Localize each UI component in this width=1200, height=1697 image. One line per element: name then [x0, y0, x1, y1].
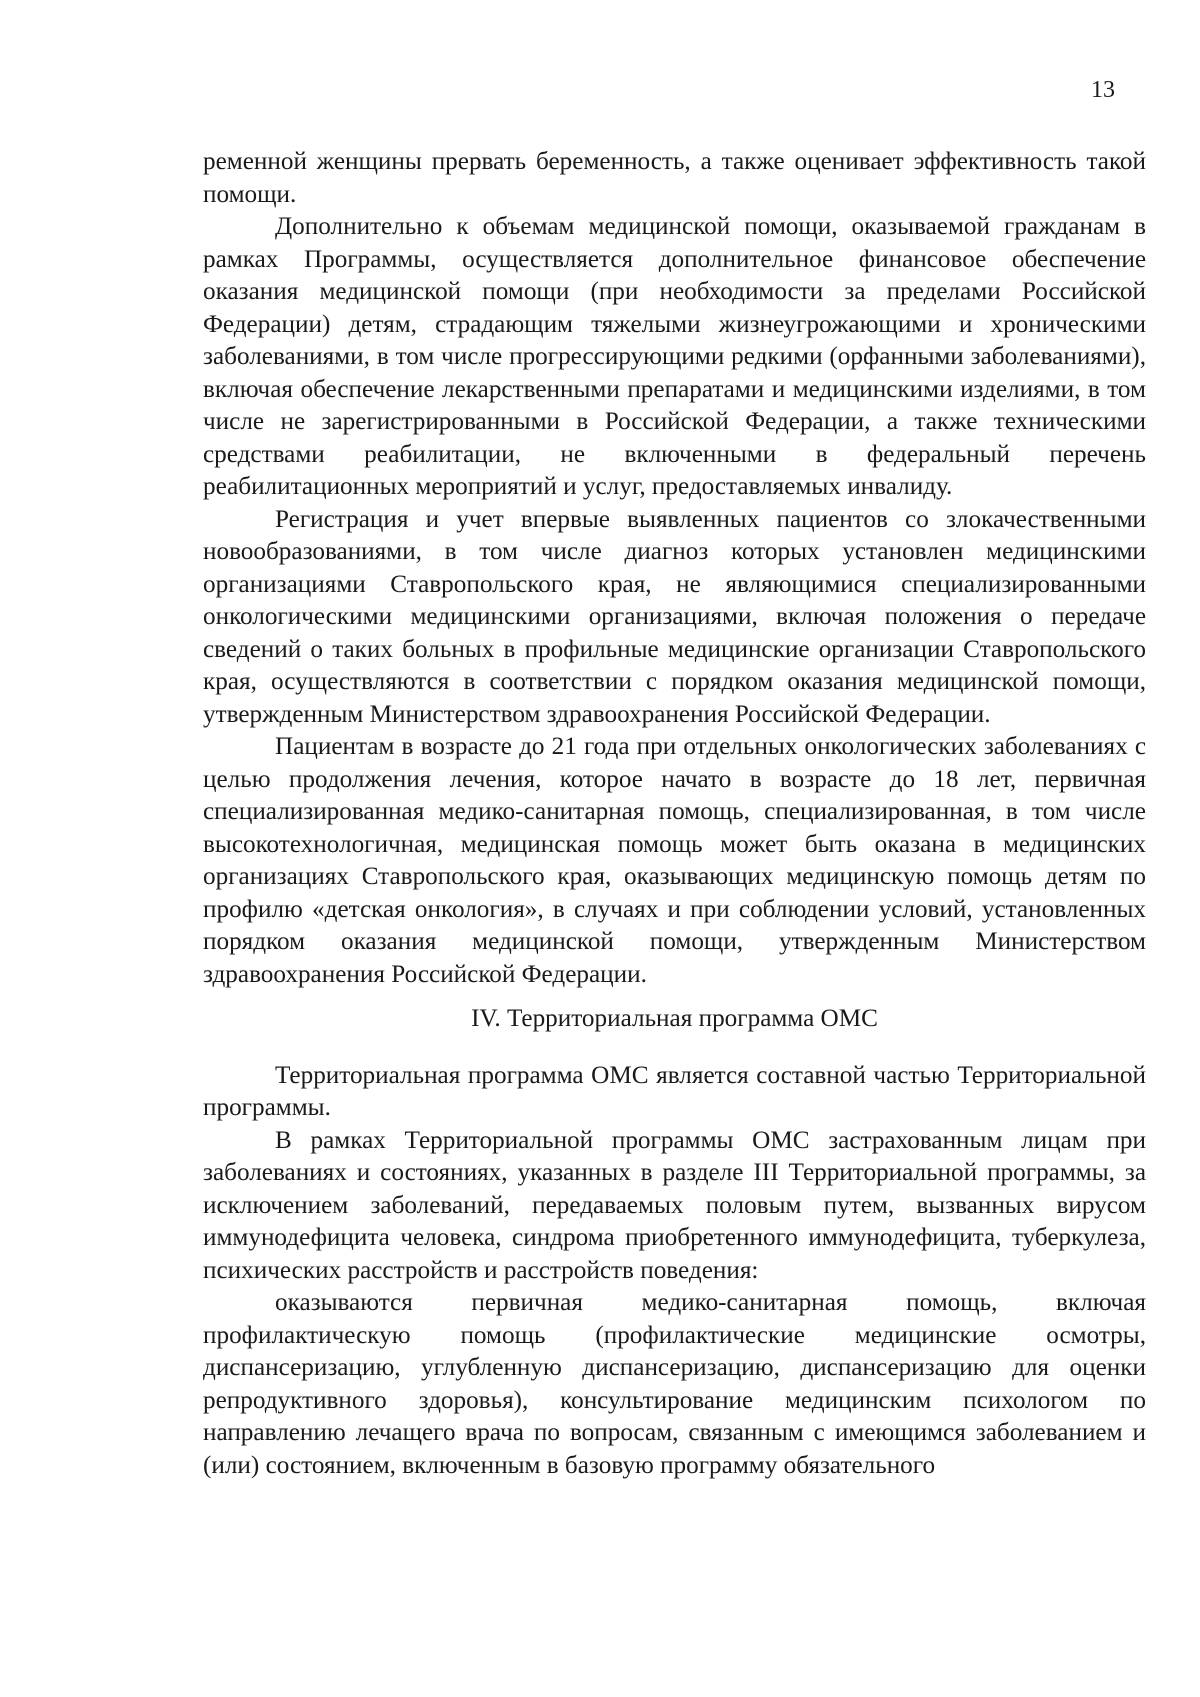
document-body	[203, 146, 1146, 1482]
section-heading: IV. Территориальная программа ОМС	[471, 1005, 878, 1032]
paragraph-primary-care: оказываются первичная медико-санитарная помощь, включая профилактическую помощь (профилактические медицинские осмотры, диспансеризацию, углубленную диспансеризацию, диспансеризацию для оценки репродуктивного здоровья), консультирование медицинским психологом по направлению лечащего врача по вопросам, связанным с имеющимся заболеванием и (или) состоянием, включенным в базовую программу обязательного	[203, 1289, 1146, 1479]
paragraph-additional-funding: Дополнительно к объемам медицинской помощи, оказываемой гражданам в рамках Программы, осуществляется дополнительное финансовое обеспечение оказания медицинской помощи (при необходимости за пределами Российской Федерации) детям, страдающим тяжелыми жизнеугрожающими и хроническими заболеваниями, в том числе прогрессирующими редкими (орфанными заболеваниями), включая обеспечение лекарственными препаратами и медицинскими изделиями, в том числе не зарегистрированными в Российской Федерации, а также техническими средствами реабилитации, не включенными в федеральный перечень реабилитационных мероприятий и услуг, предоставляемых инвалиду.	[203, 213, 1146, 500]
paragraph-oms-scope: В рамках Территориальной программы ОМС застрахованным лицам при заболеваниях и состояниях, указанных в разделе III Территориальной программы, за исключением заболеваний, передаваемых половым путем, вызванных вирусом иммунодефицита человека, синдрома приобретенного иммунодефицита, туберкулеза, психических расстройств и расстройств поведения:	[203, 1126, 1146, 1284]
paragraph-oms-part: Территориальная программа ОМС является составной частью Территориальной программы.	[203, 1061, 1146, 1121]
paragraph-continuation: ременной женщины прервать беременность, а также оценивает эффективность такой помощи.	[203, 148, 1146, 208]
paragraph-patients-under-21: Пациентам в возрасте до 21 года при отдельных онкологических заболеваниях с целью продолжения лечения, которое начато в возрасте до 18 лет, первичная специализированная медико-санитарная помощь, специализированная, в том числе высокотехнологичная, медицинская помощь может быть оказана в медицинских организациях Ставропольского края, оказывающих медицинскую помощь детям по профилю «детская онкология», в случаях и при соблюдении условий, установленных порядком оказания медицинской помощи, утвержденным Министерством здравоохранения Российской Федерации.	[203, 733, 1146, 988]
paragraph-registration: Регистрация и учет впервые выявленных пациентов со злокачественными новообразованиями, в том числе диагноз которых установлен медицинскими организациями Ставропольского края, не являющимися специализированными онкологическими медицинскими организациями, включая положения о передаче сведений о таких больных в профильные медицинские организации Ставропольского края, осуществляются в соответствии с порядком оказания медицинской помощи, утвержденным Министерством здравоохранения Российской Федерации.	[203, 505, 1146, 728]
page-number: 13	[1091, 77, 1115, 103]
